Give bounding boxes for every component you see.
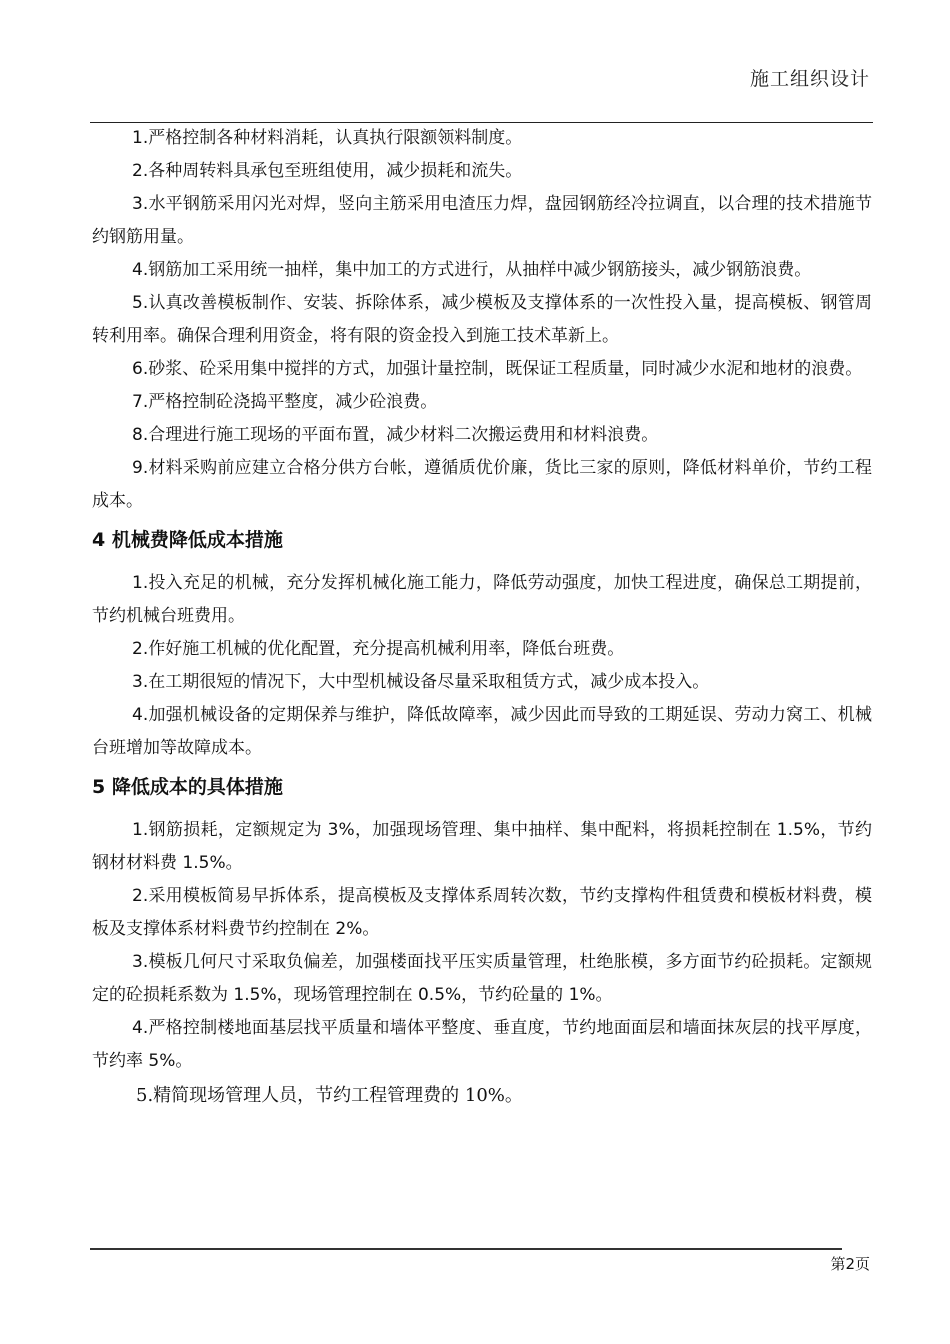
section-heading: 5 降低成本的具体措施: [92, 776, 283, 798]
paragraph: 8.合理进行施工现场的平面布置，减少材料二次搬运费用和材料浪费。: [132, 425, 659, 445]
paragraph: 1.钢筋损耗，定额规定为 3%，加强现场管理、集中抽样、集中配料，将损耗控制在 1.5%，节约钢材材料费 1.5%。: [92, 820, 872, 873]
paragraph: 5.精简现场管理人员，节约工程管理费的 10%。: [136, 1085, 523, 1106]
paragraph: 5.认真改善模板制作、安装、拆除体系，减少模板及支撑体系的一次性投入量，提高模板、钢管周转利用率。确保合理利用资金，将有限的资金投入到施工技术革新上。: [92, 293, 872, 346]
page-number: 第2页: [830, 1255, 870, 1273]
document-body: [92, 122, 872, 1112]
paragraph: 2.作好施工机械的优化配置，充分提高机械利用率，降低台班费。: [132, 639, 625, 659]
paragraph: 6.砂浆、砼采用集中搅拌的方式，加强计量控制，既保证工程质量，同时减少水泥和地材的浪费。: [132, 359, 863, 379]
paragraph: 4.加强机械设备的定期保养与维护，降低故障率，减少因此而导致的工期延误、劳动力窝工、机械台班增加等故障成本。: [92, 705, 872, 758]
paragraph: 3.在工期很短的情况下，大中型机械设备尽量采取租赁方式，减少成本投入。: [132, 672, 710, 692]
section-heading: 4 机械费降低成本措施: [92, 529, 283, 551]
page-header-title: 施工组织设计: [749, 68, 870, 90]
paragraph: 7.严格控制砼浇捣平整度，减少砼浪费。: [132, 392, 438, 412]
paragraph: 1.投入充足的机械，充分发挥机械化施工能力，降低劳动强度，加快工程进度，确保总工期提前，节约机械台班费用。: [92, 573, 872, 626]
footer-divider: [90, 1248, 842, 1250]
paragraph: 3.水平钢筋采用闪光对焊，竖向主筋采用电渣压力焊，盘园钢筋经冷拉调直，以合理的技术措施节约钢筋用量。: [92, 194, 872, 247]
paragraph: 2.各种周转料具承包至班组使用，减少损耗和流失。: [132, 161, 523, 181]
paragraph: 2.采用模板简易早拆体系，提高模板及支撑体系周转次数，节约支撑构件租赁费和模板材料费，模板及支撑体系材料费节约控制在 2%。: [92, 886, 872, 939]
paragraph: 9.材料采购前应建立合格分供方台帐，遵循质优价廉，货比三家的原则，降低材料单价，节约工程成本。: [92, 458, 872, 511]
paragraph: 4.钢筋加工采用统一抽样，集中加工的方式进行，从抽样中减少钢筋接头，减少钢筋浪费。: [132, 260, 812, 280]
paragraph: 4.严格控制楼地面基层找平质量和墙体平整度、垂直度，节约地面面层和墙面抹灰层的找平厚度，节约率 5%。: [92, 1018, 872, 1071]
paragraph: 3.模板几何尺寸采取负偏差，加强楼面找平压实质量管理，杜绝胀模，多方面节约砼损耗。定额规定的砼损耗系数为 1.5%，现场管理控制在 0.5%，节约砼量的 1%。: [92, 952, 872, 1005]
paragraph: 1.严格控制各种材料消耗，认真执行限额领料制度。: [132, 128, 523, 148]
